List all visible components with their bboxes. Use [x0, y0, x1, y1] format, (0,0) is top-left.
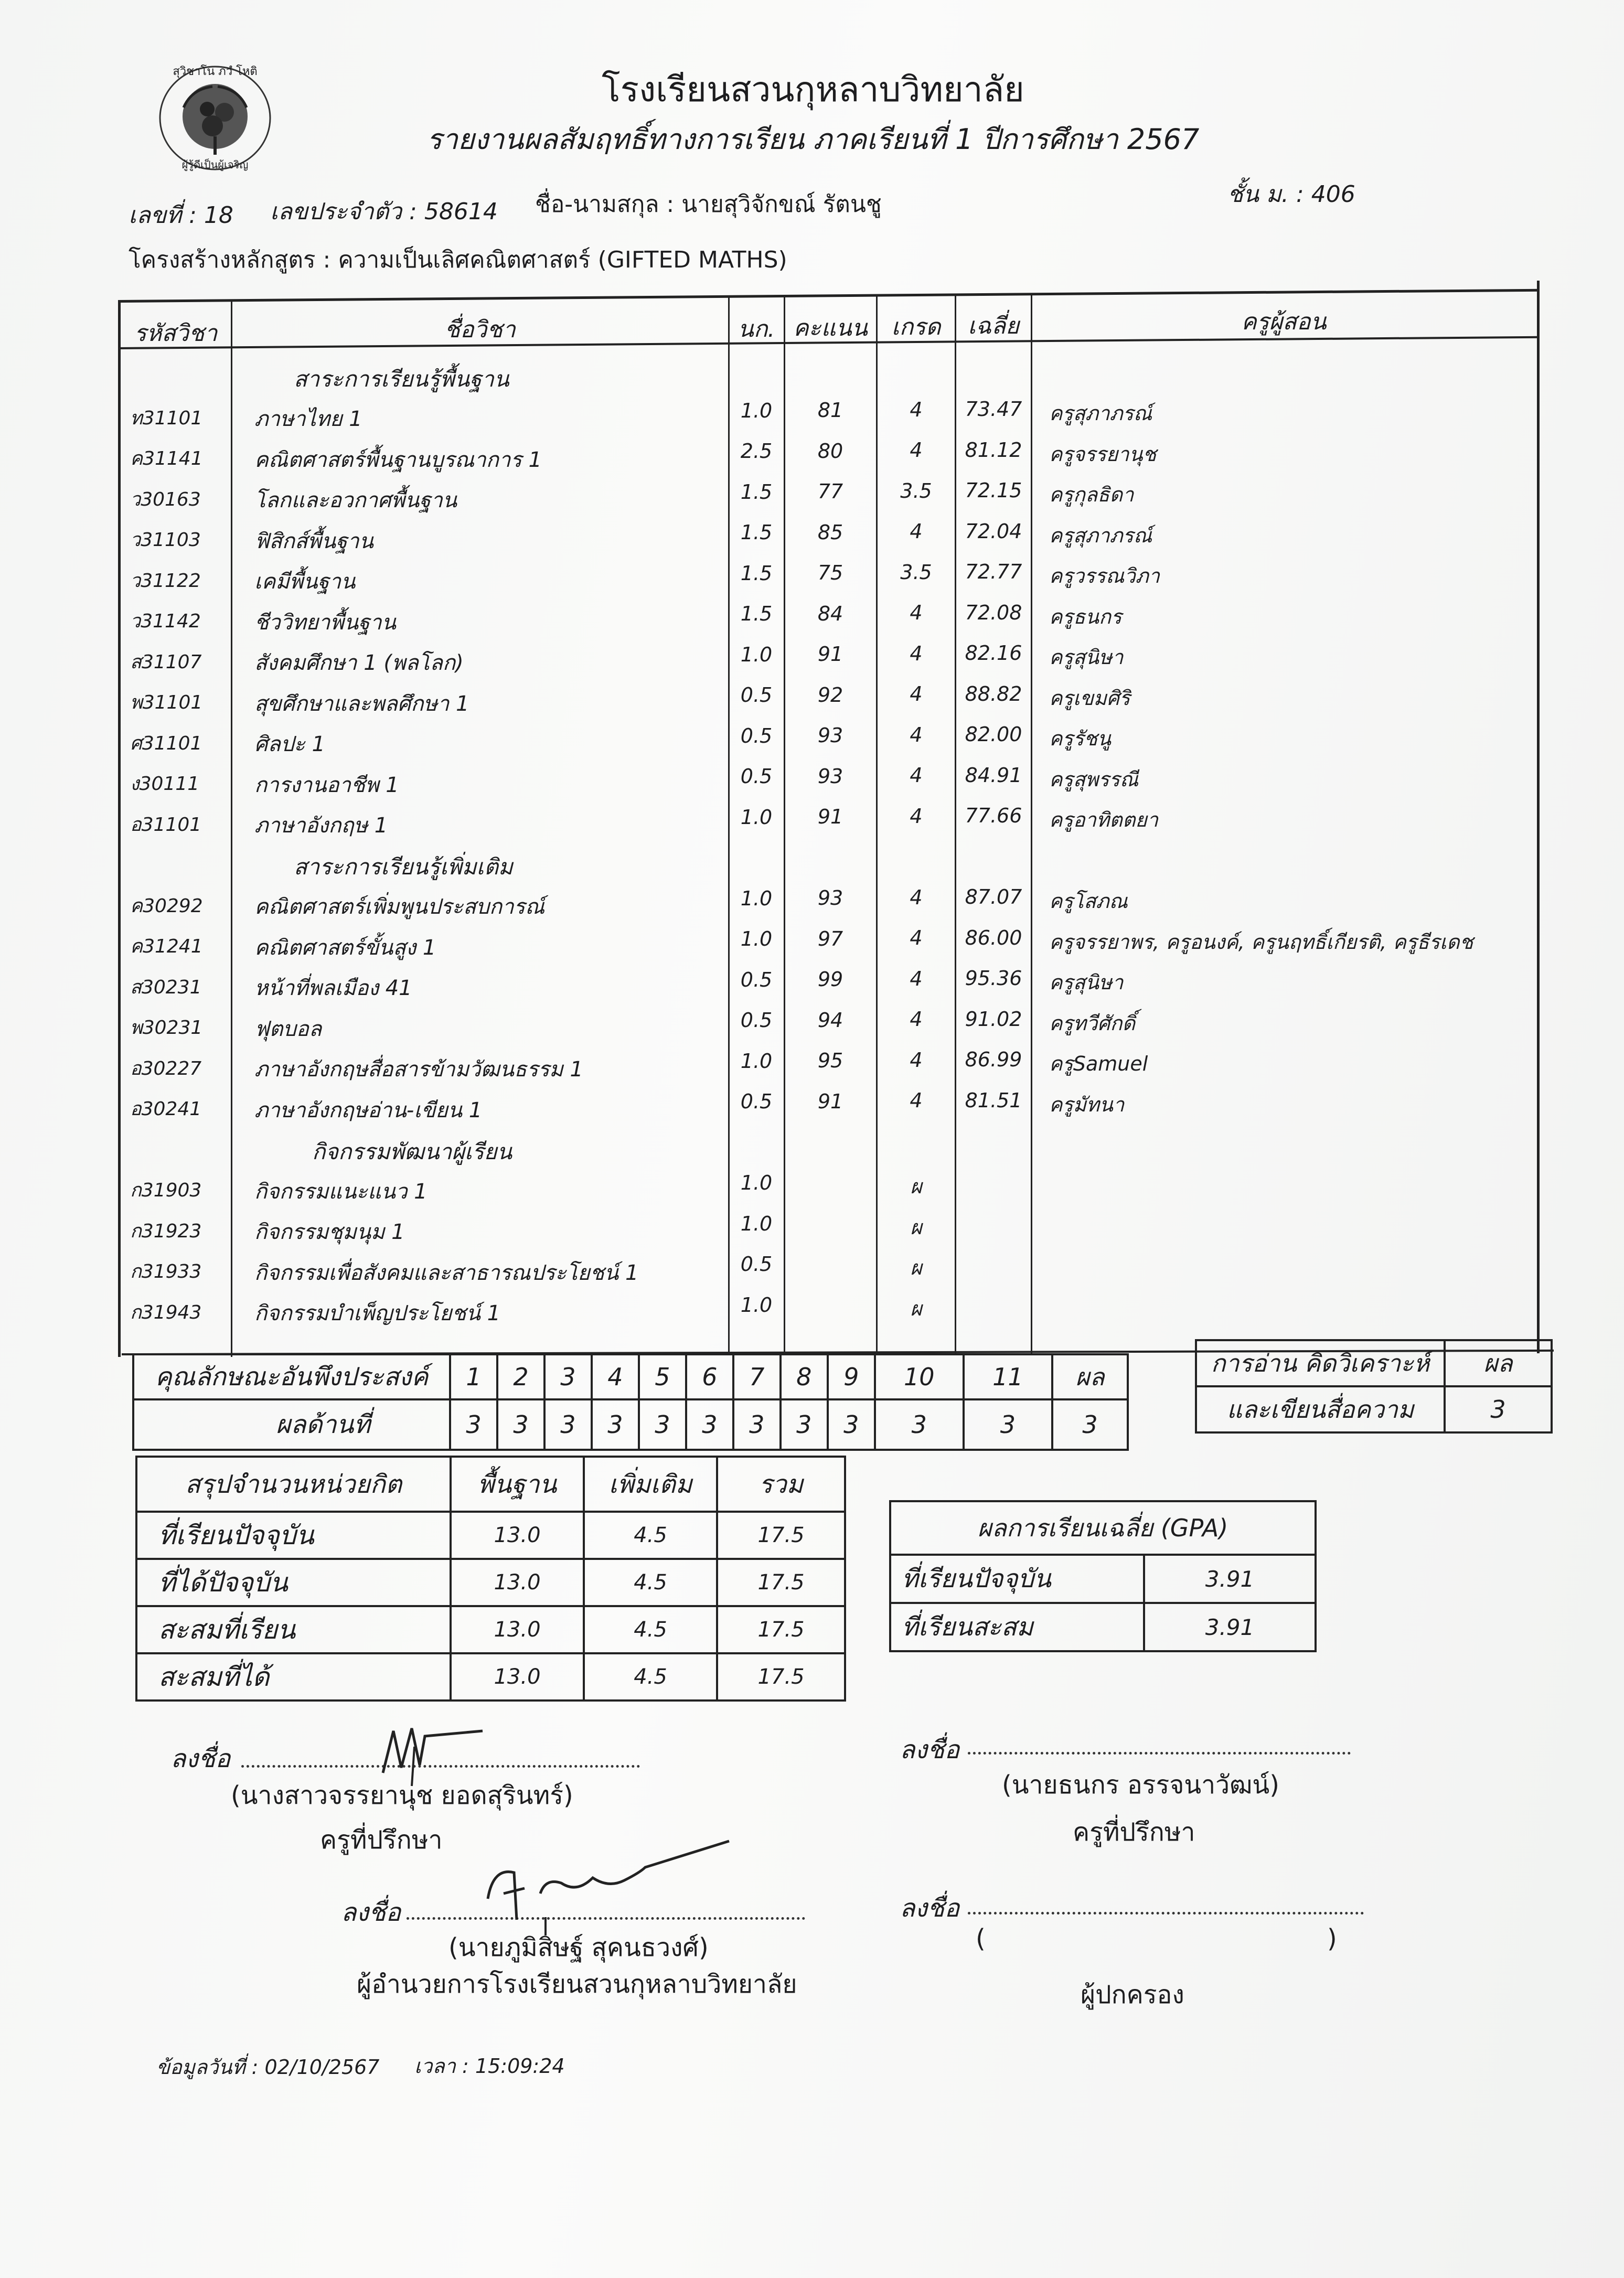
course-average: 81.51 — [965, 1088, 1022, 1112]
course-code: ค31241 — [130, 936, 203, 957]
sign-label-advisor1: ลงชื่อ — [170, 1744, 231, 1773]
course-teacher: ครูสุนิษา — [1049, 646, 1124, 669]
credits-row-label: สะสมที่ได้ — [136, 1653, 451, 1701]
header-code: รหัสวิชา — [134, 320, 218, 347]
course-name: ภาษาอังกฤษ 1 — [254, 814, 388, 838]
course-code: พ31101 — [130, 692, 203, 713]
credits-row-label: ที่ได้ปัจจุบัน — [136, 1559, 451, 1606]
parent-role: ผู้ปกครอง — [1081, 1980, 1184, 2009]
course-credit: 1.0 — [740, 1049, 773, 1073]
course-code: ศ31101 — [130, 732, 202, 754]
aspect-result: 3 — [781, 1399, 828, 1450]
aspect-result: 3 — [875, 1399, 964, 1450]
credits-header-total: รวม — [717, 1457, 845, 1512]
aspect-number: 5 — [639, 1354, 686, 1399]
course-code: ก31933 — [130, 1261, 202, 1282]
course-teacher: ครูกุลธิดา — [1049, 483, 1134, 506]
course-score: 93 — [817, 764, 843, 788]
advisor1-name: (นางสาวจรรยานุช ยอดสุรินทร์) — [231, 1781, 573, 1810]
course-credit: 0.5 — [740, 1090, 773, 1114]
advisor2-role: ครูที่ปรึกษา — [1073, 1817, 1195, 1847]
course-credit: 0.5 — [740, 968, 773, 991]
course-teacher: ครูจรรยาพร, ครูอนงค์, ครูนฤทธิ์เกียรติ, ครูธีรเดช — [1049, 930, 1473, 954]
header-credit: นก. — [738, 316, 775, 343]
aspect-number: 8 — [781, 1354, 828, 1399]
course-code: ส30231 — [130, 976, 202, 998]
course-average: 88.82 — [965, 682, 1022, 705]
course-grade: 4 — [910, 723, 923, 746]
course-grade: 4 — [910, 1048, 923, 1072]
aspect-overall-result: 3 — [1052, 1399, 1128, 1450]
course-name: ชีววิทยาพื้นฐาน — [254, 610, 396, 635]
course-teacher: ครูสุพรรณี — [1049, 767, 1139, 791]
credits-row — [136, 1606, 845, 1653]
credits-basic: 13.0 — [451, 1606, 584, 1653]
course-code: ว30163 — [130, 488, 201, 510]
course-score: 91 — [817, 643, 843, 666]
aspect-result: 3 — [544, 1399, 592, 1450]
course-score: 97 — [817, 927, 843, 950]
course-credit: 1.0 — [740, 805, 773, 829]
course-name: ฟุตบอล — [254, 1017, 322, 1041]
course-credit: 0.5 — [740, 683, 773, 707]
signature-line-parent — [968, 1912, 1364, 1915]
header-average: เฉลี่ย — [968, 313, 1019, 339]
course-code: ก31903 — [130, 1180, 202, 1201]
report-title: รายงานผลสัมฤทธิ์ทางการเรียน ภาคเรียนที่ 1 ปีการศึกษา 2567 — [426, 123, 1200, 156]
course-average: 72.15 — [965, 479, 1022, 502]
course-grade: 4 — [910, 520, 923, 543]
course-name: คณิตศาสตร์ขั้นสูง 1 — [254, 935, 436, 960]
course-teacher: ครูSamuel — [1049, 1052, 1148, 1075]
section-heading: กิจกรรมพัฒนาผู้เรียน — [312, 1138, 512, 1164]
course-credit: 1.5 — [740, 480, 773, 504]
course-code: ท31101 — [130, 407, 203, 429]
course-score: 95 — [817, 1049, 843, 1072]
course-teacher: ครูสุนิษา — [1049, 971, 1124, 994]
course-code: ค31141 — [130, 448, 203, 469]
gpa-row — [890, 1555, 1316, 1603]
course-code: ว31122 — [130, 570, 201, 592]
course-average: 73.47 — [965, 398, 1022, 421]
course-teacher: ครูอาทิตตยา — [1049, 808, 1158, 831]
aspect-result: 3 — [964, 1399, 1052, 1450]
student-number: เลขที่ : 18 — [129, 202, 233, 229]
course-name: ภาษาอังกฤษอ่าน-เขียน 1 — [254, 1098, 483, 1122]
aspect-result: 3 — [828, 1399, 875, 1450]
characteristics-result-label: ผลด้านที่ — [133, 1399, 450, 1450]
aspect-number: 9 — [828, 1354, 875, 1399]
reading-label-line2: และเขียนสื่อความ — [1196, 1386, 1445, 1432]
section-heading: สาระการเรียนรู้พื้นฐาน — [294, 366, 509, 392]
course-grade: ผ — [910, 1256, 922, 1280]
reading-result-header: ผล — [1445, 1340, 1552, 1386]
characteristics-table — [132, 1353, 1129, 1451]
course-grade: 4 — [910, 967, 923, 990]
course-average: 87.07 — [965, 885, 1022, 909]
course-code: ว31103 — [130, 529, 201, 551]
credits-header-label: สรุปจำนวนหน่วยกิต — [136, 1457, 451, 1512]
course-name: ภาษาอังกฤษสื่อสารข้ามวัฒนธรรม 1 — [254, 1057, 583, 1082]
course-score: 77 — [817, 480, 843, 503]
course-grade: 4 — [910, 764, 923, 787]
course-teacher: ครูทวีศักดิ์ — [1049, 1011, 1136, 1035]
director-role: ผู้อำนวยการโรงเรียนสวนกุหลาบวิทยาลัย — [357, 1970, 797, 1999]
signature-line-advisor2 — [968, 1752, 1351, 1755]
course-name: กิจกรรมเพื่อสังคมและสาธารณประโยชน์ 1 — [254, 1260, 639, 1285]
course-name: สังคมศึกษา 1 (พลโลก) — [254, 651, 464, 676]
advisor1-role: ครูที่ปรึกษา — [320, 1825, 443, 1855]
course-code: ก31923 — [130, 1220, 202, 1242]
student-class: ชั้น ม. : 406 — [1227, 181, 1355, 208]
course-teacher: ครูจรรยานุช — [1049, 442, 1157, 466]
course-code: ก31943 — [130, 1301, 202, 1323]
aspect-result: 3 — [639, 1399, 686, 1450]
course-name: การงานอาชีพ 1 — [254, 773, 399, 797]
course-grade: ผ — [910, 1297, 922, 1320]
student-id: เลขประจำตัว : 58614 — [270, 198, 498, 225]
course-name: หน้าที่พลเมือง 41 — [254, 976, 412, 1001]
course-average: 81.12 — [965, 438, 1022, 462]
course-average: 91.02 — [965, 1007, 1022, 1031]
course-credit: 0.5 — [740, 1009, 773, 1032]
course-grade: 4 — [910, 804, 923, 828]
credits-extra: 4.5 — [584, 1559, 717, 1606]
aspect-number: 11 — [964, 1354, 1052, 1399]
course-grade: 4 — [910, 601, 923, 625]
course-average: 84.91 — [965, 763, 1022, 787]
course-credit: 0.5 — [740, 1253, 773, 1276]
course-code: พ30231 — [130, 1017, 203, 1039]
course-score: 92 — [817, 683, 843, 707]
course-grade: 4 — [910, 682, 923, 706]
course-score: 91 — [817, 805, 843, 828]
credits-total: 17.5 — [717, 1606, 845, 1653]
footer-time: เวลา : 15:09:24 — [414, 2055, 565, 2078]
gpa-row-label: ที่เรียนสะสม — [890, 1603, 1144, 1651]
header-score: คะแนน — [793, 315, 868, 341]
characteristics-number-row — [133, 1354, 1128, 1399]
gpa-value: 3.91 — [1144, 1603, 1316, 1651]
credits-header-basic: พื้นฐาน — [451, 1457, 584, 1512]
credits-row — [136, 1653, 845, 1701]
aspect-number: 4 — [592, 1354, 639, 1399]
gpa-table — [889, 1500, 1317, 1652]
credits-row — [136, 1512, 845, 1559]
characteristics-label: คุณลักษณะอันพึงประสงค์ — [133, 1354, 450, 1399]
course-average: 77.66 — [965, 804, 1022, 828]
reading-label-line1: การอ่าน คิดวิเคราะห์ — [1196, 1340, 1445, 1386]
credits-basic: 13.0 — [451, 1653, 584, 1701]
course-grade: 3.5 — [900, 479, 932, 502]
course-teacher: ครูธนกร — [1049, 605, 1122, 628]
course-credit: 1.0 — [740, 886, 773, 910]
course-grade: ผ — [910, 1175, 922, 1199]
course-credit: 1.0 — [740, 1212, 773, 1235]
header-grade: เกรด — [891, 314, 941, 340]
sign-label-parent: ลงชื่อ — [900, 1894, 960, 1923]
credits-row-label: ที่เรียนปัจจุบัน — [136, 1512, 451, 1559]
course-average: 82.16 — [965, 641, 1022, 665]
header-teacher: ครูผู้สอน — [1241, 308, 1327, 335]
aspect-result: 3 — [686, 1399, 733, 1450]
footer-date: ข้อมูลวันที่ : 02/10/2567 — [156, 2056, 380, 2079]
course-average: 86.00 — [965, 926, 1022, 949]
course-score: 85 — [817, 520, 843, 544]
course-teacher: ครูเขมศิริ — [1049, 686, 1130, 710]
gpa-value: 3.91 — [1144, 1555, 1316, 1603]
aspect-number: 2 — [497, 1354, 544, 1399]
course-grade: 4 — [910, 926, 923, 950]
credits-total: 17.5 — [717, 1559, 845, 1606]
header-subject: ชื่อวิชา — [444, 316, 516, 343]
course-code: ค30292 — [130, 895, 203, 917]
course-score: 99 — [817, 968, 843, 991]
credits-total: 17.5 — [717, 1653, 845, 1701]
course-name: ฟิสิกส์พื้นฐาน — [254, 529, 373, 553]
aspect-number: 10 — [875, 1354, 964, 1399]
course-credit: 1.0 — [740, 643, 773, 666]
course-name: สุขศึกษาและพลศึกษา 1 — [254, 691, 469, 716]
aspect-number: 3 — [544, 1354, 592, 1399]
credits-extra: 4.5 — [584, 1606, 717, 1653]
course-score: 93 — [817, 724, 843, 747]
course-credit: 0.5 — [740, 724, 773, 747]
course-teacher: ครูมัทนา — [1049, 1093, 1125, 1116]
course-name: กิจกรรมแนะแนว 1 — [254, 1179, 428, 1204]
parent-name-close: ) — [1327, 1924, 1337, 1953]
gpa-row — [890, 1603, 1316, 1651]
aspect-number: 7 — [733, 1354, 781, 1399]
course-credit: 1.5 — [740, 561, 773, 585]
credits-basic: 13.0 — [451, 1512, 584, 1559]
course-average: 95.36 — [965, 967, 1022, 990]
course-name: กิจกรรมบำเพ็ญประโยชน์ 1 — [254, 1301, 501, 1326]
advisor2-name: (นายธนกร อรรจนาวัฒน์) — [1002, 1770, 1279, 1800]
course-average: 82.00 — [965, 723, 1022, 746]
credits-row-label: สะสมที่เรียน — [136, 1606, 451, 1653]
course-teacher: ครูรัชนู — [1049, 727, 1112, 750]
credits-extra: 4.5 — [584, 1653, 717, 1701]
course-score: 94 — [817, 1008, 843, 1032]
aspect-result: 3 — [733, 1399, 781, 1450]
course-code: ว31142 — [130, 611, 201, 632]
course-name: ภาษาไทย 1 — [254, 407, 362, 432]
curriculum: โครงสร้างหลักสูตร : ความเป็นเลิศคณิตศาสตร์ (GIFTED MATHS) — [129, 247, 787, 273]
course-score: 75 — [817, 561, 843, 584]
course-grade: 4 — [910, 439, 923, 462]
credits-summary-table — [135, 1456, 846, 1702]
reading-table — [1195, 1339, 1553, 1434]
course-name: กิจกรรมชุมนุม 1 — [254, 1220, 405, 1245]
course-grade: 4 — [910, 641, 923, 665]
credits-extra: 4.5 — [584, 1512, 717, 1559]
aspect-result-header: ผล — [1052, 1354, 1128, 1399]
aspect-result: 3 — [497, 1399, 544, 1450]
course-average: 86.99 — [965, 1048, 1022, 1072]
course-grade: ผ — [910, 1215, 922, 1239]
characteristics-result-row — [133, 1399, 1128, 1450]
course-credit: 1.5 — [740, 602, 773, 626]
course-code: ส31107 — [130, 651, 202, 673]
course-credit: 0.5 — [740, 765, 773, 788]
course-average: 72.08 — [965, 601, 1022, 624]
course-name: คณิตศาสตร์เพิ่มพูนประสบการณ์ — [254, 895, 545, 919]
course-score: 81 — [817, 399, 843, 422]
course-score: 93 — [817, 886, 843, 910]
reading-result: 3 — [1445, 1386, 1552, 1432]
credits-basic: 13.0 — [451, 1559, 584, 1606]
course-grade: 3.5 — [900, 560, 932, 584]
course-name: ศิลปะ 1 — [254, 732, 325, 757]
section-heading: สาระการเรียนรู้เพิ่มเติม — [294, 854, 513, 880]
course-name: คณิตศาสตร์พื้นฐานบูรณาการ 1 — [254, 447, 542, 472]
course-teacher: ครูสุภาภรณ์ — [1049, 402, 1152, 425]
course-teacher: ครูโสภณ — [1049, 890, 1128, 913]
course-credit: 1.0 — [740, 1293, 773, 1317]
sign-label-director: ลงชื่อ — [341, 1898, 401, 1927]
course-score: 84 — [817, 602, 843, 625]
course-average: 72.04 — [965, 519, 1022, 543]
aspect-number: 6 — [686, 1354, 733, 1399]
course-grade: 4 — [910, 398, 923, 421]
course-teacher: ครูวรรณวิภา — [1049, 564, 1160, 587]
course-grade: 4 — [910, 1089, 923, 1113]
logo-motto-bottom: ผู้รู้ดีเป็นผู้เจริญ — [181, 158, 249, 171]
school-name: โรงเรียนสวนกุหลาบวิทยาลัย — [602, 69, 1024, 110]
student-name: ชื่อ-นามสกุล : นายสุวิจักขณ์ รัตนชู — [535, 191, 882, 218]
gpa-title: ผลการเรียนเฉลี่ย (GPA) — [890, 1501, 1316, 1555]
course-credit: 1.0 — [740, 1171, 773, 1195]
course-teacher: ครูสุภาภรณ์ — [1049, 523, 1152, 547]
course-code: ง30111 — [130, 773, 200, 795]
gpa-row-label: ที่เรียนปัจจุบัน — [890, 1555, 1144, 1603]
course-name: โลกและอวกาศพื้นฐาน — [254, 488, 457, 513]
course-average: 72.77 — [965, 560, 1022, 584]
credits-row — [136, 1559, 845, 1606]
aspect-result: 3 — [450, 1399, 497, 1450]
course-score: 80 — [817, 439, 843, 463]
aspect-number: 1 — [450, 1354, 497, 1399]
course-credit: 1.5 — [740, 521, 773, 544]
course-credit: 2.5 — [740, 440, 773, 463]
course-score: 91 — [817, 1089, 843, 1113]
course-grade: 4 — [910, 885, 923, 909]
course-credit: 1.0 — [740, 399, 773, 422]
sign-label-advisor2: ลงชื่อ — [900, 1735, 960, 1764]
aspect-result: 3 — [592, 1399, 639, 1450]
course-code: อ30241 — [130, 1098, 202, 1120]
credits-header-extra: เพิ่มเติม — [584, 1457, 717, 1512]
course-credit: 1.0 — [740, 927, 773, 951]
course-grade: 4 — [910, 1008, 923, 1031]
course-name: เคมีพื้นฐาน — [254, 570, 356, 594]
course-code: อ30227 — [130, 1057, 202, 1079]
logo-motto-top: สุวิชาโน ภวํ โหติ — [173, 65, 258, 78]
course-code: อ31101 — [130, 814, 202, 836]
credits-total: 17.5 — [717, 1512, 845, 1559]
parent-name-open: ( — [976, 1924, 986, 1953]
director-name: (นายภูมิสิษฐ์ สุคนธวงศ์) — [448, 1933, 709, 1962]
school-logo — [152, 58, 278, 173]
